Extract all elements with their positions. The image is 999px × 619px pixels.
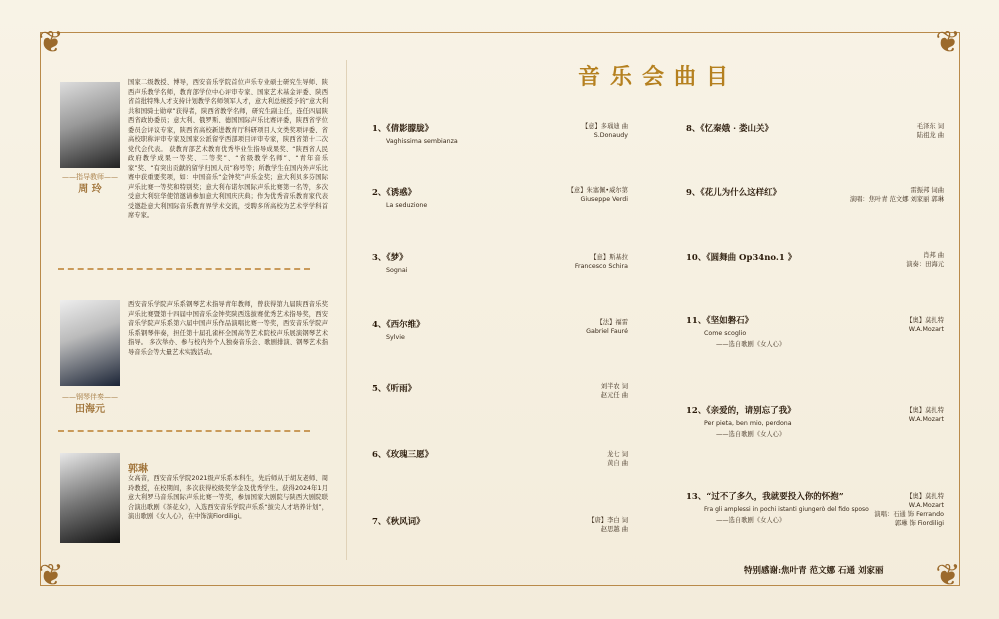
piece-note: ——选自歌剧《女人心》 [716,517,786,524]
bio-name: 郭琳 [128,464,148,475]
program-item [372,122,458,145]
piece-subtitle: La seduzione [386,202,428,209]
piece-credit: 【唐】李白 词 赵思越 曲 [588,517,628,533]
piece-credit: 雷振邦 词曲 演唱：焦叶青 范文娜 刘家丽 郭琳 [849,187,944,203]
piece-title: 5、《听雨》 [372,384,417,394]
photo-guo-lin [60,453,120,543]
piece-title: 9、《花儿为什么这样红》 [686,188,782,198]
piece-credit: 肖邦 曲 演奏：田海元 [906,252,944,268]
photo-tian-haiyuan [60,300,120,386]
bio-name: 周 玲 [78,184,102,195]
corner-ornament-icon: ❦ [38,25,64,60]
piece-credit: 【奥】莫扎特 W.A.Mozart 演唱：石通 饰 Ferrando 郭琳 饰 Fiordiligi [874,493,944,527]
photo-zhou-ling [60,82,120,168]
corner-ornament-icon: ❦ [935,558,961,593]
bio-text: 西安音乐学院声乐系钢琴艺术指导青年教师，曾获得第九届陕西音乐奖声乐比赛暨第十四届中国音乐金钟奖陕西选拔赛优秀艺术指导奖，西安音乐学院声乐系第六届中国声乐作品演唱比赛一等奖，西安音乐学院声乐系钢琴伴奏，担任第十届孔雀杯全国高等艺术院校声乐展演钢琴艺术指导。 多次举办、参与校内外个人独奏音乐会、歌剧排演、钢琴艺术指导音乐会等大量艺术实践活动。 [128,301,328,356]
piece-credit: 【法】福雷 Gabriel Fauré [586,319,628,335]
piece-subtitle: Fra gli amplessi in pochi istanti giungerò del fido sposo [704,506,869,513]
program-item [686,122,773,134]
corner-ornament-icon: ❦ [38,558,64,593]
divider [58,268,310,270]
program-item [372,382,416,394]
piece-title: 6、《玫瑰三愿》 [372,450,434,460]
program-item [372,515,425,527]
piece-note: ——选自歌剧《女人心》 [716,431,786,438]
piece-title: 7、《秋风词》 [372,517,425,527]
bio-name: 田海元 [75,404,105,415]
program-item [686,314,785,348]
piece-title: 1、《倩影朦胧》 [372,124,434,134]
piece-subtitle: Sognai [386,267,408,274]
bio-role: ——指导教师—— [62,173,118,181]
bio-text: 国家二级教授、博导，西安音乐学院首位声乐专业硕士研究生导师、陕西声乐教学名师，教育部学位中心评审专家、国家艺术基金评委、陕西省首批特殊人才支持计划教学名师领军人才，意大利总统授予的“意大利共和国骑士勋章”获得者，陕西省教学名师，研究生副主任，连任四届陕西省政协委员；意大利、俄罗斯、德国国际声乐比赛评委，陕西省学位委员会评议专家，陕西省高校新进教育厅科研项目人文类奖项评委、省高校职称评审专家及国家公派留学西部项目评审专家，陕西省第十二次党代会代表。 获教育部艺术教育优秀毕业生指导成果奖、“陕西省人民政府教学成果一等奖、二等奖”、“省级教学名师”、“青年音乐家”奖、“有突出贡献的留学归国人员”称号等；所教学生在国内外声乐比赛中获重要奖项，如：中国音乐“金钟奖”声乐金奖；意大利贝多芬国际声乐比赛一等奖和特别奖；意大利布诺尔国际声乐比赛第一名等，多次受意大利驻华使馆邀请参加意大利国庆庆典；作为优秀音乐教育家代表受邀赴意大利国际音乐教育界学术交流，受聘多所高校为艺术学学科首席专家。 [128,79,328,219]
program-item [372,186,427,209]
program-item [372,251,408,274]
piece-subtitle: Sylvie [386,334,405,341]
piece-credit: 【奥】莫扎特 W.A.Mozart [906,407,944,423]
piece-credit: 龙七 词 黄自 曲 [607,451,628,467]
piece-title: 8、《忆秦娥 · 娄山关》 [686,124,774,134]
program-item [372,318,425,341]
piece-credit: 【意】多瑙迪 曲 S.Donaudy [581,123,628,139]
piece-credit: 【奥】莫扎特 W.A.Mozart [906,317,944,333]
piece-credit: 刘半农 词 赵元任 曲 [600,383,628,399]
piece-title: 11、《坚如磐石》 [686,316,754,326]
program-item [686,404,796,438]
piece-title: 3、《梦》 [372,253,408,263]
program-item [372,448,433,460]
bio-role: ——钢琴伴奏—— [62,393,118,401]
piece-title: 10、《圆舞曲 Op34no.1 》 [686,253,797,263]
program-title: 音乐会曲目 [578,64,739,90]
divider [58,430,310,432]
piece-subtitle: Come scoglio [704,330,747,337]
piece-title: 12、《亲爱的，请别忘了我》 [686,406,796,416]
column-divider [346,60,347,560]
piece-title: 4、《西尔维》 [372,320,425,330]
piece-credit: 【意】朱塞佩•威尔第 Giuseppe Verdi [567,187,628,203]
piece-title: 13、“过不了多久，我就要投入你的怀抱” [686,492,844,502]
corner-ornament-icon: ❦ [935,25,961,60]
special-thanks: 特别感谢:焦叶青 范文娜 石通 刘家丽 [744,566,884,576]
piece-subtitle: Vaghissima sembianza [386,138,458,145]
piece-subtitle: Per pieta, ben mio, perdona [704,420,792,427]
program-item [686,251,796,263]
bio-text: 女高音，西安音乐学院2021级声乐系本科生，先后师从于胡友老师、周玲教授，在校期间，多次获得校级奖学金及优秀学生。获得2024年1月意大利罗马音乐国际声乐比赛一等奖，参加国家大剧院与陕西大剧院联合演出歌剧《茶花女》，入选西安音乐学院声乐系“拔尖人才培养计划”，演出歌剧《女人心》，在中饰演Fiordiligi。 [128,475,328,520]
piece-credit: 毛泽东 词 陆祖龙 曲 [916,123,944,139]
program-item [686,186,781,198]
piece-credit: 【意】斯基拉 Francesco Schira [574,254,628,270]
piece-title: 2、《诱惑》 [372,188,417,198]
piece-note: ——选自歌剧《女人心》 [716,341,786,348]
